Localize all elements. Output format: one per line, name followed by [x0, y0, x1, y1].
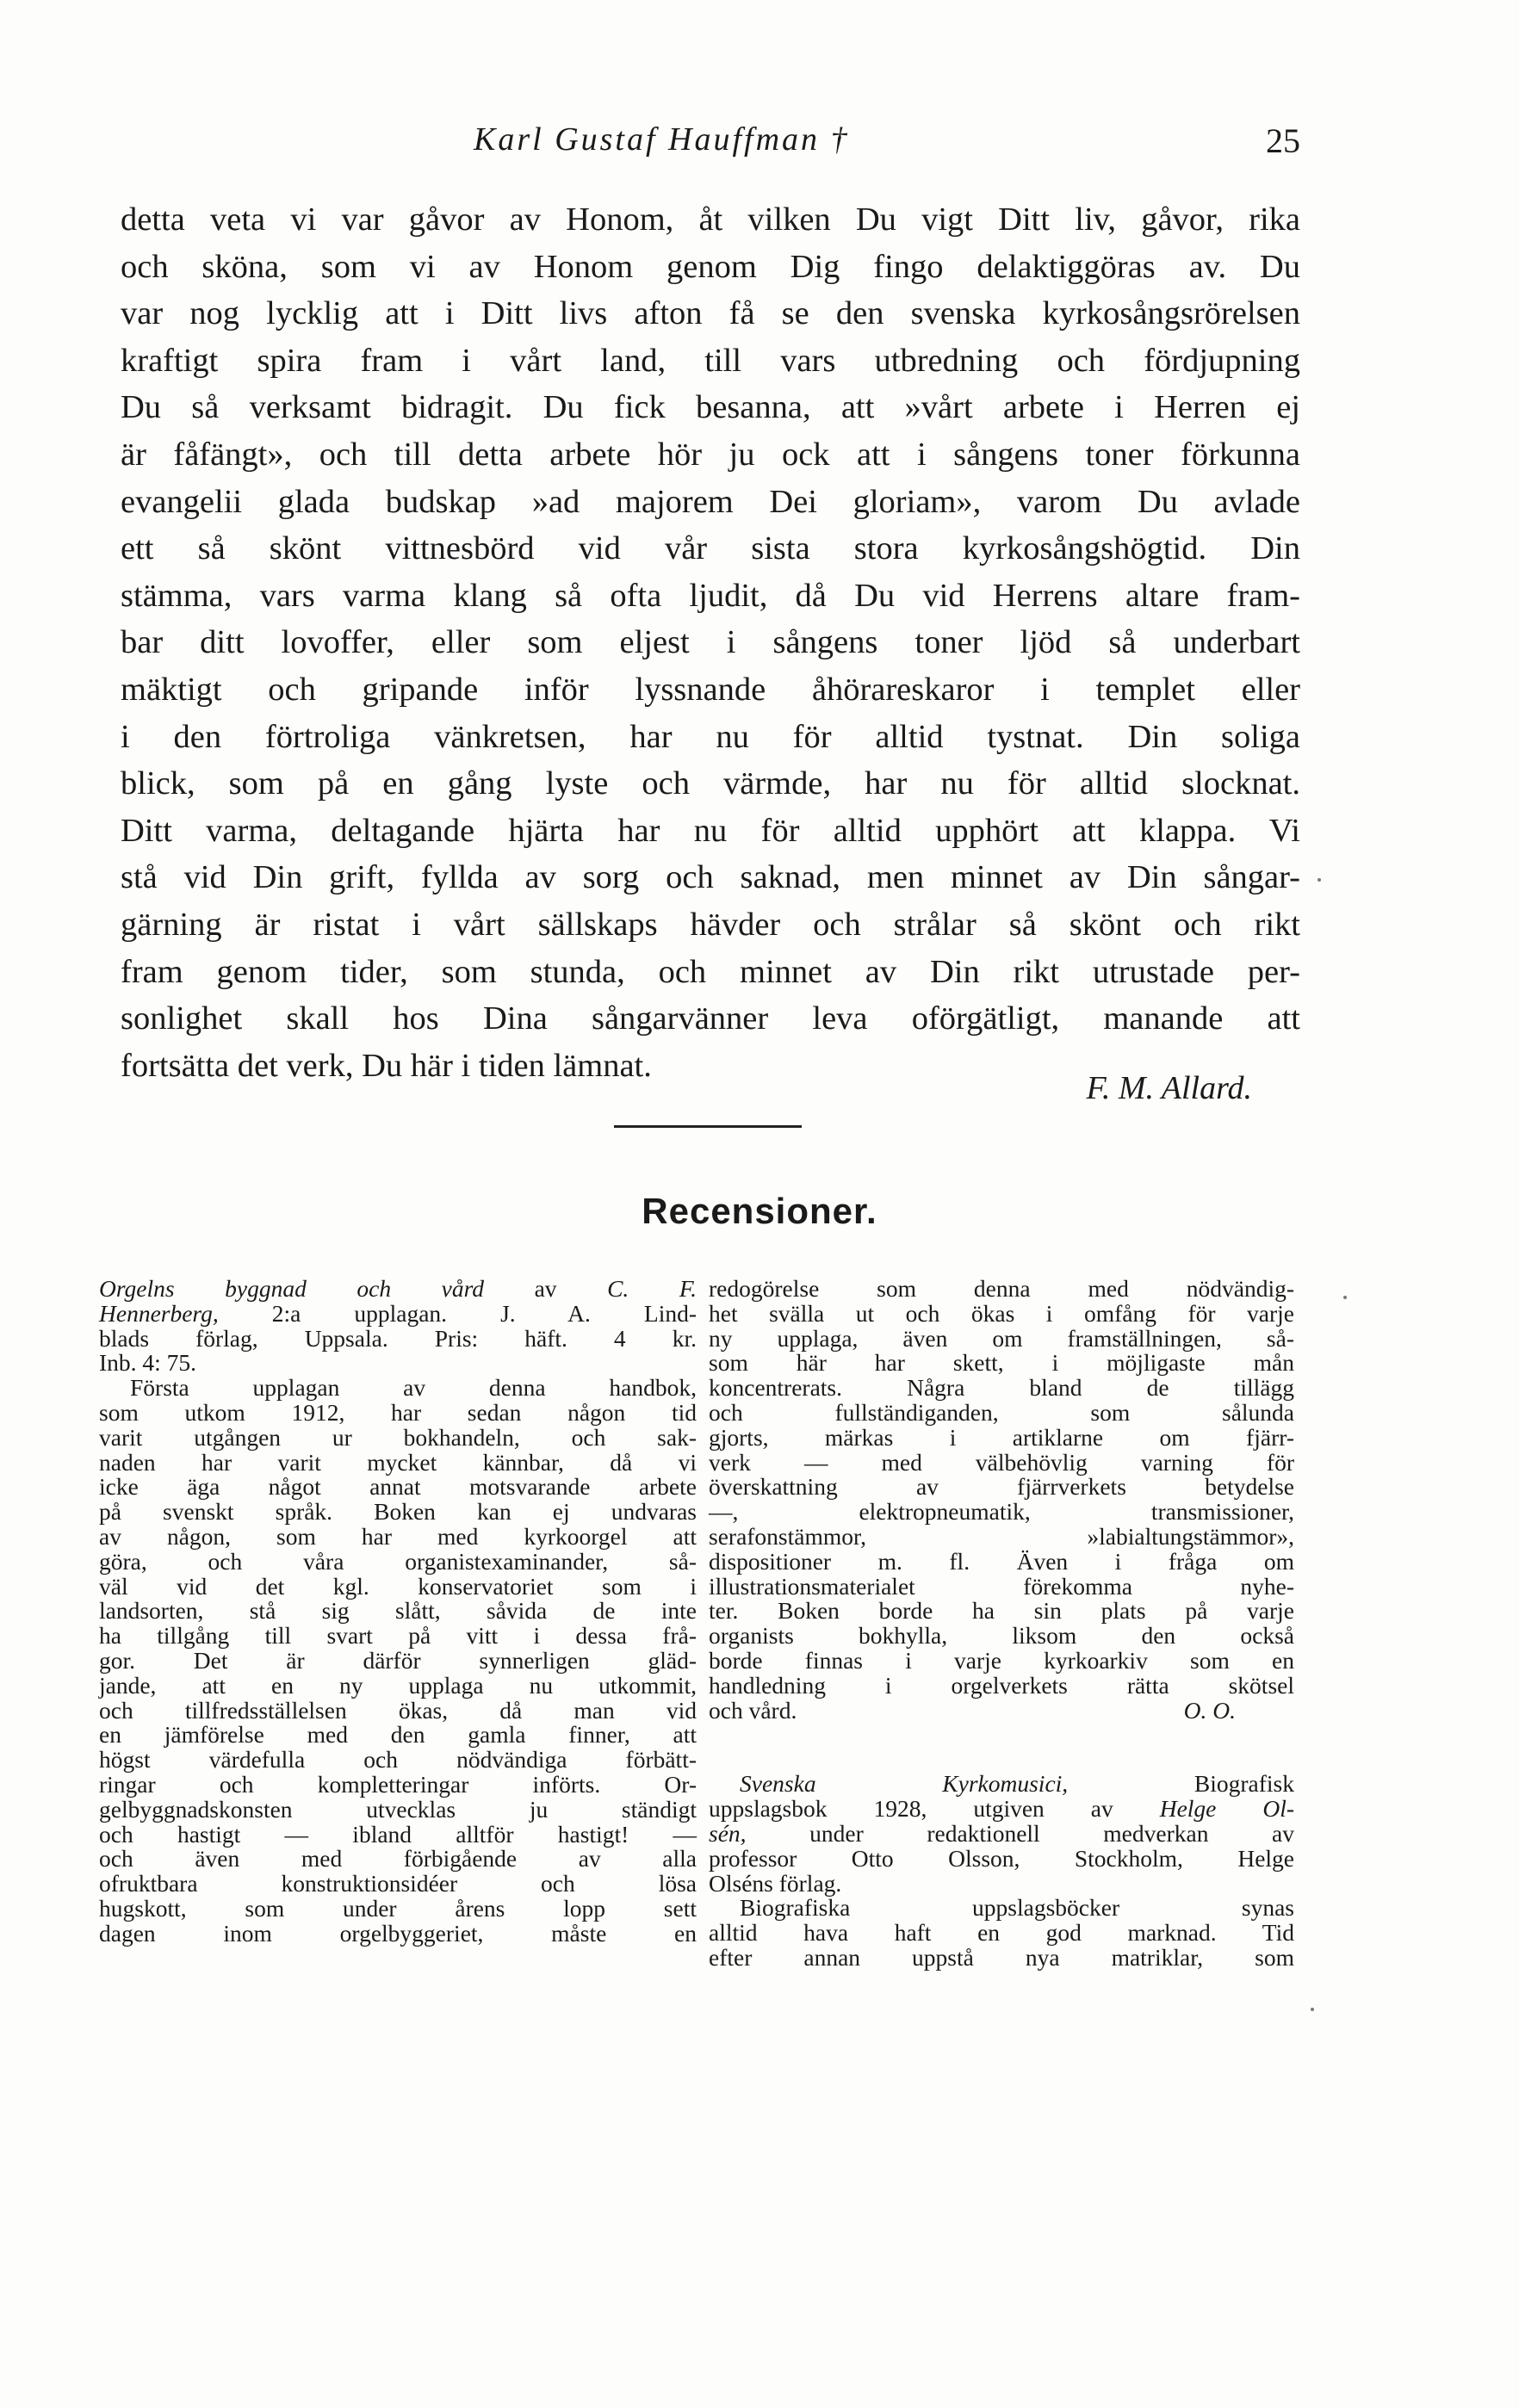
text-line: Du så verksamt bidragit. Du fick besanna, att »vårt arbete i Herren ej [121, 389, 1300, 426]
text-line: naden har varit mycket kännbar, då vi [99, 1448, 697, 1476]
text-line: på svenskt språk. Boken kan ej undvaras [99, 1498, 697, 1526]
text-line: bar ditt lovoffer, eller som eljest i sångens toner ljöd så underbart [121, 624, 1300, 661]
text-line: gor. Det är därför synnerligen gläd- [99, 1646, 697, 1674]
review-column-right [709, 1277, 1294, 1971]
text-line: och fullständiganden, som sålunda [709, 1398, 1294, 1426]
obituary-text [121, 196, 1300, 1089]
text-line: Inb. 4: 75. [99, 1349, 197, 1377]
title-connector: av [484, 1275, 608, 1302]
text-line: som här har skett, i möjligaste mån [709, 1349, 1294, 1377]
text-line: organists bokhylla, liksom den också [709, 1622, 1294, 1650]
text-line: stämma, vars varma klang så ofta ljudit, då Du vid Herrens altare fram- [121, 577, 1300, 614]
text-line: sonlighet skall hos Dina sångarvänner leva oförgätligt, manande att [121, 1000, 1300, 1037]
text-line: blick, som på en gång lyste och värmde, har nu för alltid slocknat. [121, 765, 1300, 802]
spacer [709, 1723, 1294, 1772]
text-line: och tillfredsställelsen ökas, då man vid [99, 1696, 697, 1724]
text-line: varit utgången ur bokhandeln, och sak- [99, 1423, 697, 1451]
text-fragment: under redaktionell medverkan av [746, 1819, 1294, 1847]
text-line: ha tillgång till svart på vitt i dessa frå- [99, 1622, 697, 1650]
review-title-line [709, 1797, 1294, 1822]
text-line: jande, att en ny upplaga nu utkommit, [99, 1671, 697, 1699]
book-title: Svenska Kyrkomusici, [740, 1770, 1069, 1798]
text-fragment: och vård. [709, 1696, 797, 1724]
text-line: ringar och kompletteringar införts. Or- [99, 1770, 697, 1798]
text-line: hugskott, som under årens lopp sett [99, 1894, 697, 1922]
author-name: Hennerberg, [99, 1299, 219, 1327]
editor-name: sén, [709, 1819, 747, 1847]
text-line: gelbyggnadskonsten utvecklas ju ständigt [99, 1795, 697, 1823]
book-title: Orgelns byggnad och vård [99, 1275, 485, 1302]
text-line: landsorten, stå sig slått, såvida de inte [99, 1597, 697, 1625]
section-heading: Recensioner. [642, 1191, 877, 1231]
text-line: fortsätta det verk, Du här i tiden lämnat. [121, 1047, 652, 1084]
text-line: är fåfängt», och till detta arbete hör ju ock att i sångens toner förkunna [121, 436, 1300, 473]
review-title-line [99, 1277, 697, 1302]
page-number: 25 [1266, 121, 1300, 160]
text-line: ter. Boken borde ha sin plats på varje [709, 1597, 1294, 1625]
scan-speck [1343, 1296, 1347, 1299]
text-line: borde finnas i varje kyrkoarkiv som en [709, 1646, 1294, 1674]
text-line: detta veta vi var gåvor av Honom, åt vilken Du vigt Ditt liv, gåvor, rika [121, 201, 1300, 238]
text-line: överskattning av fjärrverkets betydelse [709, 1473, 1294, 1501]
text-line: icke äga något annat motsvarande arbete [99, 1473, 697, 1501]
review-title-line [99, 1299, 697, 1327]
text-line: högst värdefulla och nödvändiga förbätt- [99, 1746, 697, 1774]
text-line: fram genom tider, som stunda, och minnet av Din rikt utrustade per- [121, 953, 1300, 990]
text-line: het svälla ut och ökas i omfång för varje [709, 1299, 1294, 1327]
text-line: professor Otto Olsson, Stockholm, Helge [709, 1844, 1294, 1872]
running-head [121, 121, 1300, 172]
text-line: och även med förbigående av alla [99, 1845, 697, 1873]
text-line: redogörelse som denna med nödvändig- [709, 1275, 1294, 1302]
text-line: Biografiska uppslagsböcker synas [740, 1894, 1294, 1922]
text-line: i den förtroliga vänkretsen, har nu för alltid tystnat. Din soliga [121, 718, 1300, 755]
text-line: efter annan uppstå nya matriklar, som [709, 1943, 1294, 1971]
section-divider [614, 1125, 802, 1128]
text-line: göra, och våra organistexaminander, så- [99, 1547, 697, 1575]
review-title-line [709, 1772, 1294, 1797]
text-line: dispositioner m. fl. Även i fråga om [709, 1547, 1294, 1575]
scan-speck [1311, 2008, 1314, 2011]
text-line: Olséns förlag. [709, 1869, 842, 1897]
text-line: gjorts, märkas i artiklarne om fjärr- [709, 1423, 1294, 1451]
editor-name: Helge Ol- [1159, 1795, 1294, 1823]
text-line: illustrationsmaterialet förekomma nyhe- [709, 1572, 1294, 1600]
running-title: Karl Gustaf Hauffman † [474, 121, 850, 158]
text-line: alltid hava haft en god marknad. Tid [709, 1919, 1294, 1947]
scan-speck [1318, 878, 1321, 882]
text-line: Ditt varma, deltagande hjärta har nu för alltid upphört att klappa. Vi [121, 812, 1300, 849]
reviewer-initials: O. O. [1183, 1696, 1236, 1724]
text-line: ofruktbara konstruktionsidéer och lösa [99, 1870, 697, 1897]
title-subtitle: Biografisk [1068, 1770, 1294, 1798]
text-line: serafonstämmor, »labialtungstämmor», [709, 1522, 1294, 1550]
text-line: stå vid Din grift, fyllda av sorg och saknad, men minnet av Din sångar- [121, 859, 1300, 896]
text-line: var nog lycklig att i Ditt livs afton få se den svenska kyrkosångsrörelsen [121, 295, 1300, 332]
text-line: —, elektropneumatik, transmissioner, [709, 1498, 1294, 1526]
text-line: verk — med välbehövlig varning för [709, 1448, 1294, 1476]
review-title-line [709, 1819, 1294, 1847]
text-fragment: uppslagsbok 1928, utgiven av [709, 1795, 1160, 1823]
text-line: en jämförelse med den gamla finner, att [99, 1721, 697, 1749]
text-line: kraftigt spira fram i vårt land, till vars utbredning och fördjupning [121, 342, 1300, 379]
text-line: väl vid det kgl. konservatoriet som i [99, 1572, 697, 1600]
text-line: gärning är ristat i vårt sällskaps hävder och strålar så skönt och rikt [121, 906, 1300, 943]
text-line: och sköna, som vi av Honom genom Dig fingo delaktiggöras av. Du [121, 248, 1300, 285]
text-line: och hastigt — ibland alltför hastigt! — [99, 1820, 697, 1848]
text-line: handledning i orgelverkets rätta skötsel [709, 1671, 1294, 1699]
text-line: Första upplagan av denna handbok, [130, 1374, 697, 1402]
text-line: mäktigt och gripande inför lyssnande åhörareskaror i templet eller [121, 671, 1300, 708]
text-line: som utkom 1912, har sedan någon tid [99, 1398, 697, 1426]
obituary-signature: F. M. Allard. [1086, 1070, 1252, 1106]
text-line: dagen inom orgelbyggeriet, måste en [99, 1919, 697, 1947]
review-sign-line [709, 1696, 1294, 1724]
text-line: evangelii glada budskap »ad majorem Dei gloriam», varom Du avlade [121, 483, 1300, 520]
text-line: blads förlag, Uppsala. Pris: häft. 4 kr. [99, 1324, 697, 1352]
edition-info: 2:a upplagan. J. A. Lind- [218, 1299, 697, 1327]
text-line: ny upplaga, även om framställningen, så- [709, 1324, 1294, 1352]
text-line: av någon, som har med kyrkoorgel att [99, 1522, 697, 1550]
review-column-left [99, 1277, 697, 1947]
text-line: koncentrerats. Några bland de tillägg [709, 1374, 1294, 1402]
author-name: C. F. [607, 1275, 697, 1302]
text-line: ett så skönt vittnesbörd vid vår sista stora kyrkosångshögtid. Din [121, 530, 1300, 567]
